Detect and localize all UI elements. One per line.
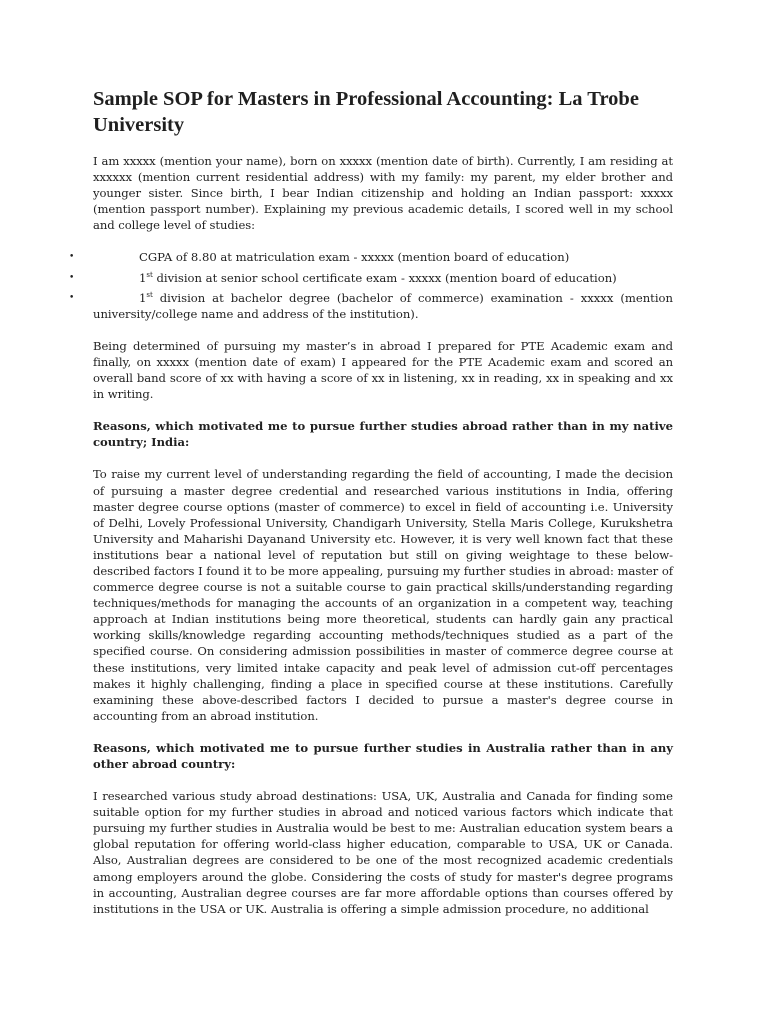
abroad-paragraph: To raise my current level of understanding regarding the field of accounting, I made the decision of pursuing a master degree credential and researched various institutions in India, offering master degree course options (master of commerce) to excel in field of accounting i.e. University of Delhi, Lovely Professional University, Chandigarh University, Stella Maris College, Kurukshetra University and Maharishi Dayanand University etc. However, it is very well known fact that these institutions bear a national level of reputation but still on giving weightage to these below-described factors I found it to be more appealing, pursuing my further studies in abroad: master of commerce degree course is not a suitable course to gain practical skills/understanding regarding techniques/methods for managing the accounts of an organization in a competent way, teaching approach at Indian institutions being more theoretical, students can hardly gain any practical working skills/knowledge regarding accounting methods/techniques studied as a part of the specified course. On considering admission possibilities in master of commerce degree course at these institutions, very limited intake capacity and peak level of admission cut-off percentages makes it highly challenging, finding a place in specified course at these institutions. Carefully examining these above-described factors I decided to pursue a master's degree course in accounting from an abroad institution. xyxy=(93,467,673,723)
list-item-text: division at senior school certificate exam - xxxxx (mention board of education) xyxy=(152,270,617,285)
list-item xyxy=(69,290,673,322)
bullet-icon: • xyxy=(69,252,75,263)
list-item xyxy=(69,249,673,265)
intro-paragraph: I am xxxxx (mention your name), born on xxxxx (mention date of birth). Currently, I am residing at xxxxxx (mention current residential address) with my family: my parent, my elder brother and younger sister. Since birth, I bear Indian citizenship and holding an Indian passport: xxxxx (mention passport number). Explaining my previous academic details, I scored well in my school and college level of studies: xyxy=(93,154,673,233)
bullet-icon: • xyxy=(69,292,75,303)
list-item-ordinal-suffix: st xyxy=(146,270,153,279)
list-item-text: CGPA of 8.80 at matriculation exam - xxxxx (mention board of education) xyxy=(139,250,570,265)
academic-record-list xyxy=(69,249,673,321)
section-heading-abroad: Reasons, which motivated me to pursue further studies abroad rather than in my native country; India: xyxy=(93,419,673,450)
document-page xyxy=(69,86,673,933)
list-item-text: division at bachelor degree (bachelor of commerce) examination - xxxxx (mention university/college name and address of the institution). xyxy=(93,290,673,321)
australia-paragraph: I researched various study abroad destinations: USA, UK, Australia and Canada for finding some suitable option for my further studies in abroad and noticed various factors which indicate that pursuing my further studies in Australia would be best to me: Australian education system bears a global reputation for offering world-class higher education, comparable to USA, UK or Canada. Also, Australian degrees are considered to be one of the most recognized academic credentials among employers around the globe. Considering the costs of study for master's degree programs in accounting, Australian degree courses are far more affordable options than courses offered by institutions in the USA or UK. Australia is offering a simple admission procedure, no additional xyxy=(93,789,673,916)
exam-paragraph: Being determined of pursuing my master’s in abroad I prepared for PTE Academic exam and finally, on xxxxx (mention date of exam) I appeared for the PTE Academic exam and scored an overall band score of xx with having a score of xx in listening, xx in reading, xx in speaking and xx in writing. xyxy=(93,338,673,402)
list-item xyxy=(69,270,673,286)
document-title: Sample SOP for Masters in Professional Accounting: La Trobe University xyxy=(93,88,639,136)
bullet-icon: • xyxy=(69,272,75,283)
list-item-ordinal: 1 xyxy=(139,270,147,285)
list-item-ordinal-suffix: st xyxy=(146,290,153,299)
section-heading-australia: Reasons, which motivated me to pursue further studies in Australia rather than in any other abroad country: xyxy=(93,740,673,771)
list-item-ordinal: 1 xyxy=(139,290,147,305)
